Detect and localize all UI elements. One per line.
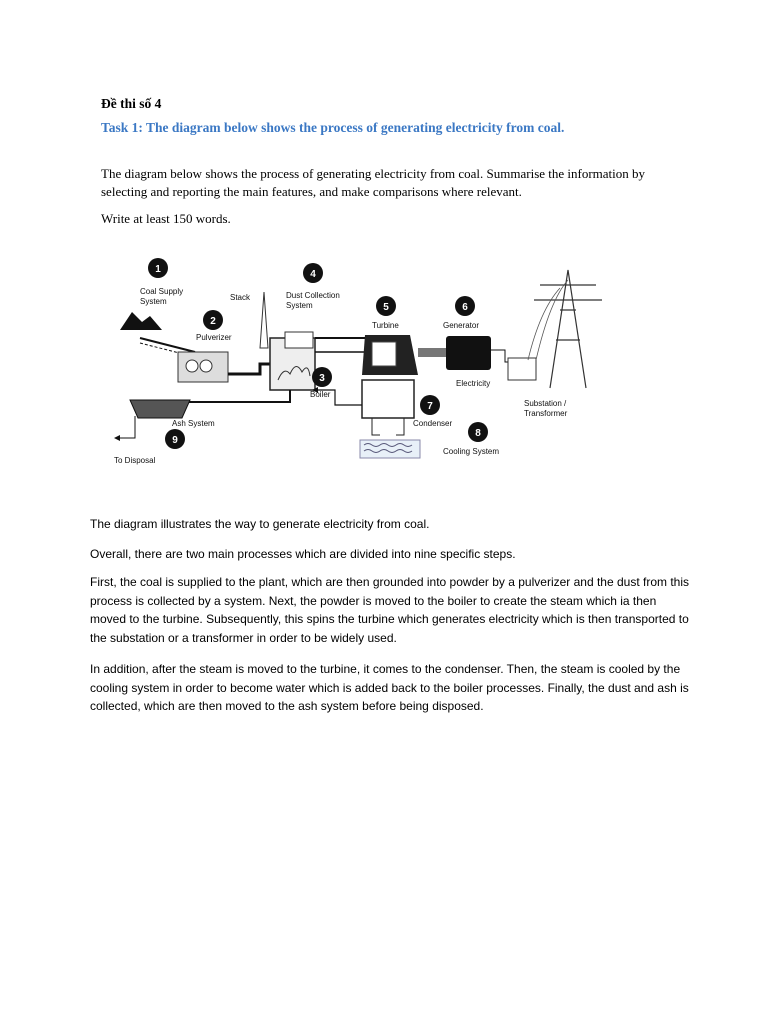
- ash-pit: [130, 400, 190, 418]
- svg-text:5: 5: [383, 302, 389, 313]
- svg-text:6: 6: [462, 302, 468, 313]
- label-transformer: Transformer: [524, 409, 568, 418]
- cooling-water: [360, 440, 420, 458]
- step-4-marker: [303, 263, 323, 283]
- svg-text:9: 9: [172, 435, 178, 446]
- label-pulverizer: Pulverizer: [196, 333, 232, 342]
- step-7-marker: [420, 395, 440, 415]
- svg-text:1: 1: [155, 264, 161, 275]
- label-generator: Generator: [443, 321, 480, 330]
- label-dust-collection: Dust Collection: [286, 291, 340, 300]
- label-condenser: Condenser: [413, 419, 453, 428]
- exam-heading: Đề thi số 4: [101, 96, 162, 111]
- svg-text:4: 4: [310, 269, 316, 280]
- svg-text:3: 3: [319, 373, 325, 384]
- conveyor: [140, 338, 195, 352]
- task-prompt: The diagram below shows the process of generating electricity from coal. Summarise the information by selecting and reporting the main features, and make comparisons where relevant.: [101, 166, 646, 199]
- label-cooling-system: Cooling System: [443, 447, 500, 456]
- svg-text:2: 2: [210, 316, 216, 327]
- word-requirement: Write at least 150 words.: [101, 211, 231, 226]
- generator-unit: [446, 336, 491, 370]
- label-turbine: Turbine: [372, 321, 399, 330]
- dust-collector: [285, 332, 313, 348]
- stack: [260, 292, 268, 348]
- label-stack: Stack: [230, 293, 251, 302]
- label-electricity: Electricity: [456, 379, 491, 388]
- condenser-unit: [362, 380, 414, 418]
- substation-unit: [508, 358, 536, 380]
- label-coal-supply-2: System: [140, 297, 167, 306]
- step-9-marker: [165, 429, 185, 449]
- coal-pile: [120, 312, 162, 330]
- step-6-marker: [455, 296, 475, 316]
- essay-paragraph-1: The diagram illustrates the way to generate electricity from coal.: [90, 517, 430, 531]
- essay-paragraph-2: Overall, there are two main processes which are divided into nine specific steps.: [90, 547, 516, 561]
- step-5-marker: [376, 296, 396, 316]
- essay-paragraph-3: First, the coal is supplied to the plant, which are then grounded into powder by a pulverizer and the dust from this process is collected by a system. Next, the powder is moved to the boiler to create the steam which ia then moved to the turbine. Subsequently, this spins the turbine which generates electricity which is then transported to the substation or a transformer in order to be widely used.: [90, 575, 690, 645]
- label-dust-collection-2: System: [286, 301, 313, 310]
- step-1-marker: [148, 258, 168, 278]
- essay-paragraph-4: In addition, after the steam is moved to the turbine, it comes to the condenser. Then, the steam is cooled by the cooling system in order to become water which is added back to the boiler processes. Finally, the dust and ash is collected, which are then moved to the ash system before being disposed.: [90, 662, 689, 713]
- step-3-marker: [312, 367, 332, 387]
- svg-text:7: 7: [427, 401, 433, 412]
- label-boiler: Boiler: [310, 390, 331, 399]
- coal-power-diagram: [110, 240, 615, 480]
- label-to-disposal: To Disposal: [114, 456, 156, 465]
- step-8-marker: [468, 422, 488, 442]
- label-coal-supply: Coal Supply: [140, 287, 184, 296]
- svg-text:8: 8: [475, 428, 481, 439]
- label-ash-system: Ash System: [172, 419, 215, 428]
- step-2-marker: [203, 310, 223, 330]
- label-substation: Substation /: [524, 399, 567, 408]
- task-title: Task 1: The diagram below shows the process of generating electricity from coal.: [101, 120, 565, 135]
